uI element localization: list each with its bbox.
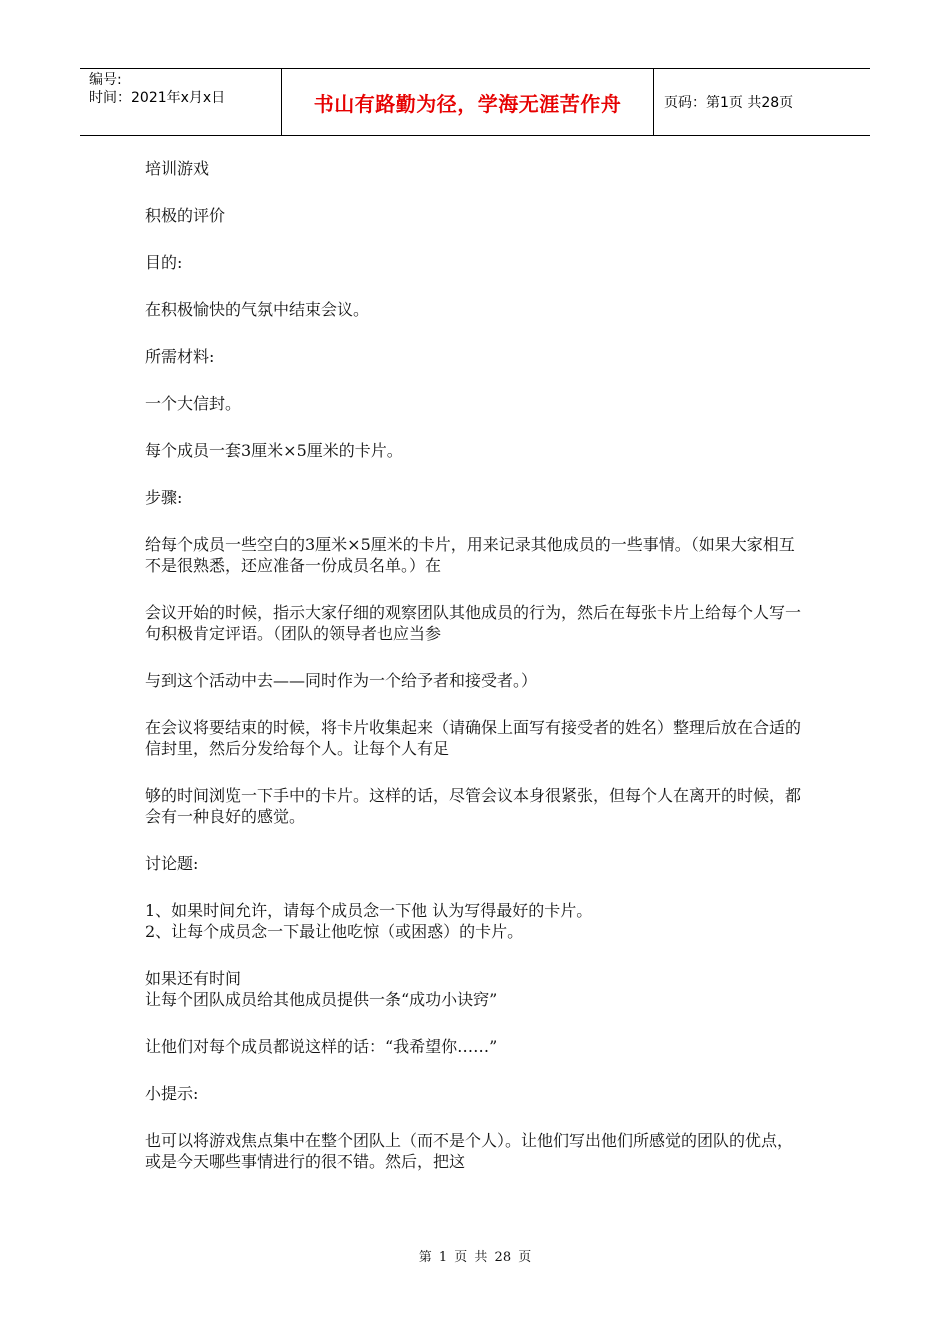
time-label: 时间：2021年x月x日 xyxy=(89,90,226,106)
steps-paragraph: 与到这个活动中去——同时作为一个给予者和接受者。） xyxy=(145,671,538,690)
tips-heading: 小提示: xyxy=(145,1084,199,1103)
discussion-heading: 讨论题: xyxy=(145,854,199,873)
section-title: 培训游戏 xyxy=(145,159,210,178)
extra-time-note: 让每个团队成员给其他成员提供一条“成功小诀窍” xyxy=(145,990,498,1009)
tips-paragraph: 也可以将游戏焦点集中在整个团队上（而不是个人）。让他们写出他们所感觉的团队的优点，或是今天哪些事情进行的很不错。然后，把这 xyxy=(145,1131,794,1171)
game-title: 积极的评价 xyxy=(145,206,226,225)
materials-item: 一个大信封。 xyxy=(145,394,242,413)
extra-time-note: 如果还有时间 xyxy=(145,969,242,988)
discussion-item: 1、如果时间允许，请每个成员念一下他 认为写得最好的卡片。 xyxy=(145,901,593,920)
steps-paragraph: 够的时间浏览一下手中的卡片。这样的话，尽管会议本身很紧张，但每个人在离开的时候，都会有一种良好的感觉。 xyxy=(145,786,802,826)
materials-heading: 所需材料: xyxy=(145,347,215,366)
document-body xyxy=(145,158,805,1172)
steps-heading: 步骤: xyxy=(145,488,183,507)
materials-item: 每个成员一套3厘米×5厘米的卡片。 xyxy=(145,441,403,460)
page-header xyxy=(80,68,870,136)
extra-time-note: 让他们对每个成员都说这样的话：“我希望你……” xyxy=(145,1037,498,1056)
steps-paragraph: 给每个成员一些空白的3厘米×5厘米的卡片，用来记录其他成员的一些事情。（如果大家相互不是很熟悉，还应准备一份成员名单。）在 xyxy=(145,535,795,575)
header-page-info: 页码：第1页 共28页 xyxy=(664,95,794,111)
page-footer: 第 1 页 共 28 页 xyxy=(418,1250,532,1265)
number-label: 编号: xyxy=(89,72,122,88)
steps-paragraph: 会议开始的时候，指示大家仔细的观察团队其他成员的行为，然后在每张卡片上给每个人写一句积极肯定评语。（团队的领导者也应当参 xyxy=(145,603,802,643)
header-meta xyxy=(80,69,282,135)
purpose-text: 在积极愉快的气氛中结束会议。 xyxy=(145,300,370,319)
header-motto: 书山有路勤为径，学海无涯苦作舟 xyxy=(282,69,654,135)
purpose-heading: 目的: xyxy=(145,253,183,272)
discussion-item: 2、让每个成员念一下最让他吃惊（或困惑）的卡片。 xyxy=(145,922,524,941)
steps-paragraph: 在会议将要结束的时候，将卡片收集起来（请确保上面写有接受者的姓名）整理后放在合适的信封里，然后分发给每个人。让每个人有足 xyxy=(145,718,802,758)
